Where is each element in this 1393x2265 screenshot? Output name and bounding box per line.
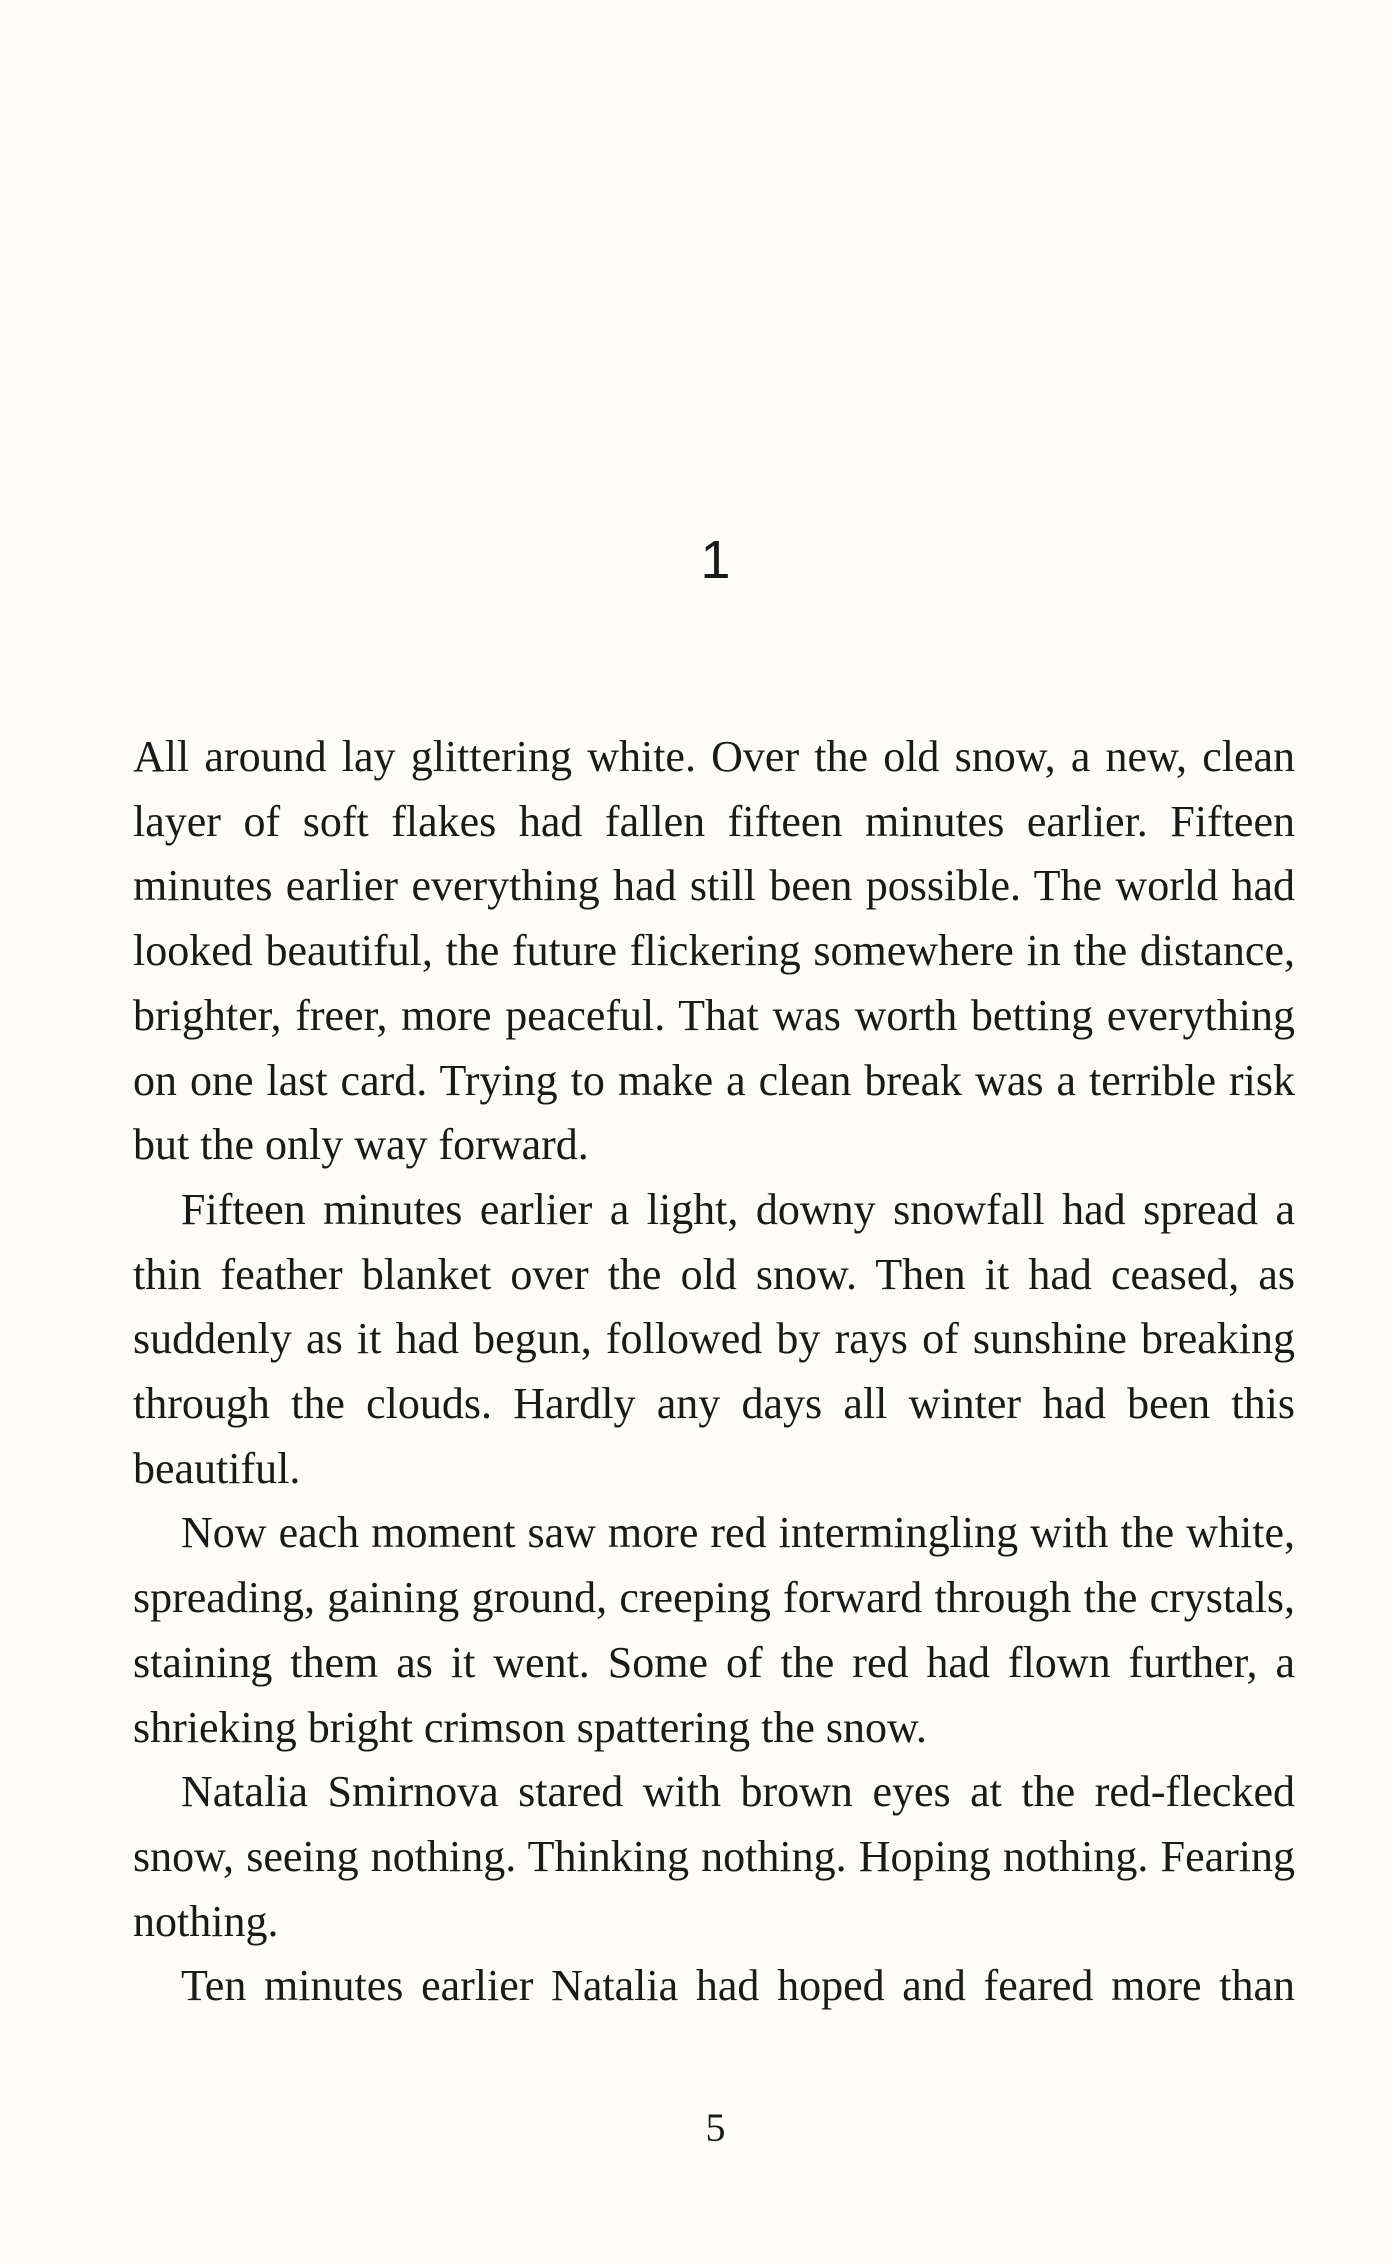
page-number: 5 (705, 2105, 726, 2150)
paragraph-3: Now each moment saw more red intermingling with the white, spreading, gaining ground, creeping forward through the crystals, staining them as it went. Some of the red had flown further, a shrieking bright crimson spattering the snow. (133, 1508, 1295, 1752)
chapter-number: 1 (700, 530, 731, 590)
paragraph-5: Ten minutes earlier Natalia had hoped and feared more than (181, 1961, 1295, 2011)
body-text (133, 725, 1295, 2019)
paragraph-1: All around lay glittering white. Over the old snow, a new, clean layer of soft flakes had fallen fifteen minutes earlier. Fifteen minutes earlier everything had still been possible. The world had looked beautiful, the future flickering somewhere in the distance, brighter, freer, more peaceful. That was worth betting everything on one last card. Trying to make a clean break was a terrible risk but the only way forward. (133, 732, 1295, 1170)
paragraph-2: Fifteen minutes earlier a light, downy snowfall had spread a thin feather blanket over the old snow. Then it had ceased, as suddenly as it had begun, followed by rays of sunshine breaking through the clouds. Hardly any days all winter had been this beautiful. (133, 1184, 1295, 1493)
paragraph-4: Natalia Smirnova stared with brown eyes at the red-flecked snow, seeing nothing. Thinking nothing. Hoping nothing. Fearing nothing. (133, 1767, 1295, 1946)
